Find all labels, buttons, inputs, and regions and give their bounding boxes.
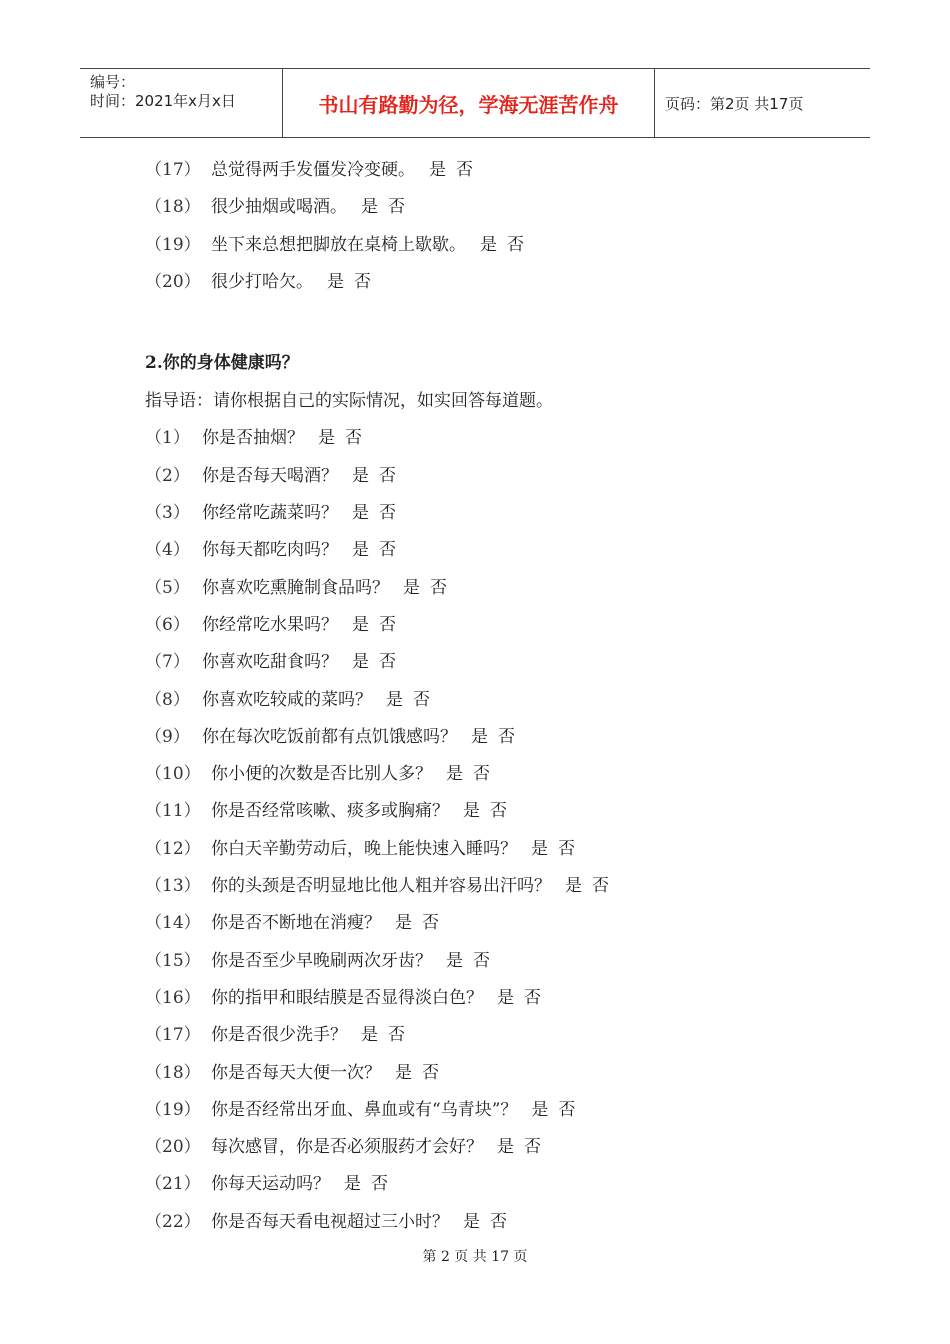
question-number: （4） xyxy=(145,540,190,561)
question-text: 你是否经常咳嗽、痰多或胸痛？ xyxy=(211,801,449,822)
question-number: （6） xyxy=(145,614,190,635)
question-item xyxy=(145,719,845,756)
header-page-info: 页码：第2页 共17页 xyxy=(665,94,804,113)
question-text: 你是否经常出牙血、鼻血或有“乌青块”？ xyxy=(211,1099,518,1120)
page-header xyxy=(80,68,870,138)
answer-no[interactable]: 否 xyxy=(379,652,396,673)
question-item xyxy=(145,980,845,1017)
page-footer: 第 2 页 共 17 页 xyxy=(422,1249,528,1265)
question-item xyxy=(145,607,845,644)
header-motto: 书山有路勤为径，学海无涯苦作舟 xyxy=(283,69,655,137)
question-text: 你喜欢吃熏腌制食品吗？ xyxy=(202,577,389,598)
question-list-part1 xyxy=(145,152,845,301)
question-number: （5） xyxy=(145,577,190,598)
question-number: （20） xyxy=(145,271,201,292)
question-item xyxy=(145,227,845,264)
answer-no[interactable]: 否 xyxy=(379,614,396,635)
question-item xyxy=(145,1092,845,1129)
answer-yes[interactable]: 是 xyxy=(429,160,446,180)
answer-yes[interactable]: 是 xyxy=(531,838,548,859)
question-number: （19） xyxy=(145,234,201,255)
question-item xyxy=(145,756,845,793)
answer-yes[interactable]: 是 xyxy=(344,1174,361,1195)
question-item xyxy=(145,570,845,607)
question-item xyxy=(145,1017,845,1054)
question-text: 你小便的次数是否比别人多？ xyxy=(211,764,432,785)
question-text: 你喜欢吃较咸的菜吗？ xyxy=(202,689,372,710)
question-number: （10） xyxy=(145,764,201,785)
section-gap xyxy=(145,301,845,338)
question-number: （21） xyxy=(145,1174,201,1195)
question-text: 坐下来总想把脚放在桌椅上歇歇。 xyxy=(211,234,466,255)
answer-yes[interactable]: 是 xyxy=(565,876,582,897)
question-item xyxy=(145,264,845,301)
question-item xyxy=(145,1055,845,1092)
question-item xyxy=(145,1166,845,1203)
answer-no[interactable]: 否 xyxy=(490,801,507,822)
question-number: （3） xyxy=(145,503,190,524)
question-text: 你是否至少早晚刷两次牙齿？ xyxy=(211,950,432,971)
question-number: （19） xyxy=(145,1099,201,1120)
answer-yes[interactable]: 是 xyxy=(480,234,497,255)
question-number: （17） xyxy=(145,160,201,180)
answer-yes[interactable]: 是 xyxy=(352,503,369,524)
answer-yes[interactable]: 是 xyxy=(352,652,369,673)
answer-no[interactable]: 否 xyxy=(422,913,439,934)
answer-no[interactable]: 否 xyxy=(379,540,396,561)
answer-no[interactable]: 否 xyxy=(354,271,371,292)
question-text: 你是否不断地在消瘦？ xyxy=(211,913,381,934)
question-text: 你是否抽烟？ xyxy=(202,428,304,449)
question-item xyxy=(145,905,845,942)
answer-no[interactable]: 否 xyxy=(592,876,609,897)
question-item xyxy=(145,189,845,226)
question-number: （17） xyxy=(145,1025,201,1046)
section-title: 2.你的身体健康吗？ xyxy=(145,353,299,374)
answer-no[interactable]: 否 xyxy=(498,726,515,747)
question-item xyxy=(145,152,845,189)
answer-yes[interactable]: 是 xyxy=(361,1025,378,1046)
question-number: （12） xyxy=(145,838,201,859)
question-number: （20） xyxy=(145,1137,201,1158)
question-item xyxy=(145,532,845,569)
question-number: （8） xyxy=(145,689,190,710)
question-text: 总觉得两手发僵发冷变硬。 xyxy=(211,160,415,180)
question-item xyxy=(145,458,845,495)
question-text: 你的指甲和眼结膜是否显得淡白色？ xyxy=(211,987,483,1008)
document-body xyxy=(145,152,845,1241)
question-text: 你是否每天喝酒？ xyxy=(202,465,338,486)
answer-no[interactable]: 否 xyxy=(388,197,405,218)
answer-no[interactable]: 否 xyxy=(379,465,396,486)
section-guide: 指导语：请你根据自己的实际情况，如实回答每道题。 xyxy=(145,391,553,412)
header-meta xyxy=(80,69,283,137)
question-item xyxy=(145,943,845,980)
answer-yes[interactable]: 是 xyxy=(463,1211,480,1232)
answer-no[interactable]: 否 xyxy=(524,1137,541,1158)
answer-no[interactable]: 否 xyxy=(379,503,396,524)
question-number: （9） xyxy=(145,726,190,747)
question-item xyxy=(145,868,845,905)
question-text: 你是否每天看电视超过三小时？ xyxy=(211,1211,449,1232)
answer-yes[interactable]: 是 xyxy=(531,1099,549,1120)
question-text: 你在每次吃饭前都有点饥饿感吗？ xyxy=(202,726,457,747)
answer-yes[interactable]: 是 xyxy=(352,465,369,486)
answer-no[interactable]: 否 xyxy=(345,428,362,449)
question-number: （18） xyxy=(145,197,201,218)
question-number: （14） xyxy=(145,913,201,934)
answer-no[interactable]: 否 xyxy=(456,160,473,180)
answer-yes[interactable]: 是 xyxy=(352,614,369,635)
answer-no[interactable]: 否 xyxy=(507,234,524,255)
answer-no[interactable]: 否 xyxy=(473,764,490,785)
question-item xyxy=(145,831,845,868)
answer-yes[interactable]: 是 xyxy=(471,726,488,747)
question-item xyxy=(145,644,845,681)
question-number: （15） xyxy=(145,950,201,971)
question-text: 你喜欢吃甜食吗？ xyxy=(202,652,338,673)
answer-no[interactable]: 否 xyxy=(473,950,490,971)
question-number: （16） xyxy=(145,987,201,1008)
answer-yes[interactable]: 是 xyxy=(386,689,403,710)
answer-yes[interactable]: 是 xyxy=(395,913,412,934)
answer-yes[interactable]: 是 xyxy=(463,801,480,822)
question-text: 你经常吃蔬菜吗？ xyxy=(202,503,338,524)
question-text: 很少抽烟或喝酒。 xyxy=(211,197,347,218)
question-item xyxy=(145,495,845,532)
answer-no[interactable]: 否 xyxy=(524,987,541,1008)
answer-no[interactable]: 否 xyxy=(558,1099,576,1120)
answer-no[interactable]: 否 xyxy=(388,1025,405,1046)
question-number: （11） xyxy=(145,801,201,822)
question-list-part2 xyxy=(145,420,845,1241)
question-text: 你是否很少洗手？ xyxy=(211,1025,347,1046)
question-item xyxy=(145,682,845,719)
question-number: （13） xyxy=(145,876,201,897)
number-label: 编号： xyxy=(90,73,136,91)
answer-yes[interactable]: 是 xyxy=(395,1062,412,1083)
question-item xyxy=(145,1204,845,1241)
answer-yes[interactable]: 是 xyxy=(318,428,335,449)
question-text: 每次感冒，你是否必须服药才会好？ xyxy=(211,1137,483,1158)
answer-no[interactable]: 否 xyxy=(558,838,575,859)
answer-yes[interactable]: 是 xyxy=(361,197,378,218)
question-number: （7） xyxy=(145,652,190,673)
answer-yes[interactable]: 是 xyxy=(403,577,420,598)
answer-no[interactable]: 否 xyxy=(430,577,447,598)
question-number: （2） xyxy=(145,465,190,486)
answer-yes[interactable]: 是 xyxy=(327,271,344,292)
answer-yes[interactable]: 是 xyxy=(352,540,369,561)
question-number: （1） xyxy=(145,428,190,449)
question-text: 你每天运动吗？ xyxy=(211,1174,330,1195)
question-item xyxy=(145,420,845,457)
answer-no[interactable]: 否 xyxy=(490,1211,507,1232)
question-text: 你每天都吃肉吗？ xyxy=(202,540,338,561)
question-number: （18） xyxy=(145,1062,201,1083)
question-text: 你是否每天大便一次？ xyxy=(211,1062,381,1083)
question-text: 很少打哈欠。 xyxy=(211,271,313,292)
question-text: 你经常吃水果吗？ xyxy=(202,614,338,635)
time-label: 时间：2021年x月x日 xyxy=(90,92,236,110)
question-item xyxy=(145,1129,845,1166)
question-text: 你的头颈是否明显地比他人粗并容易出汗吗？ xyxy=(211,876,551,897)
answer-yes[interactable]: 是 xyxy=(497,1137,514,1158)
answer-yes[interactable]: 是 xyxy=(446,764,463,785)
question-item xyxy=(145,793,845,830)
answer-no[interactable]: 否 xyxy=(371,1174,388,1195)
question-text: 你白天辛勤劳动后，晚上能快速入睡吗？ xyxy=(211,838,517,859)
answer-no[interactable]: 否 xyxy=(422,1062,439,1083)
answer-yes[interactable]: 是 xyxy=(497,987,514,1008)
answer-yes[interactable]: 是 xyxy=(446,950,463,971)
answer-no[interactable]: 否 xyxy=(413,689,430,710)
question-number: （22） xyxy=(145,1211,201,1232)
